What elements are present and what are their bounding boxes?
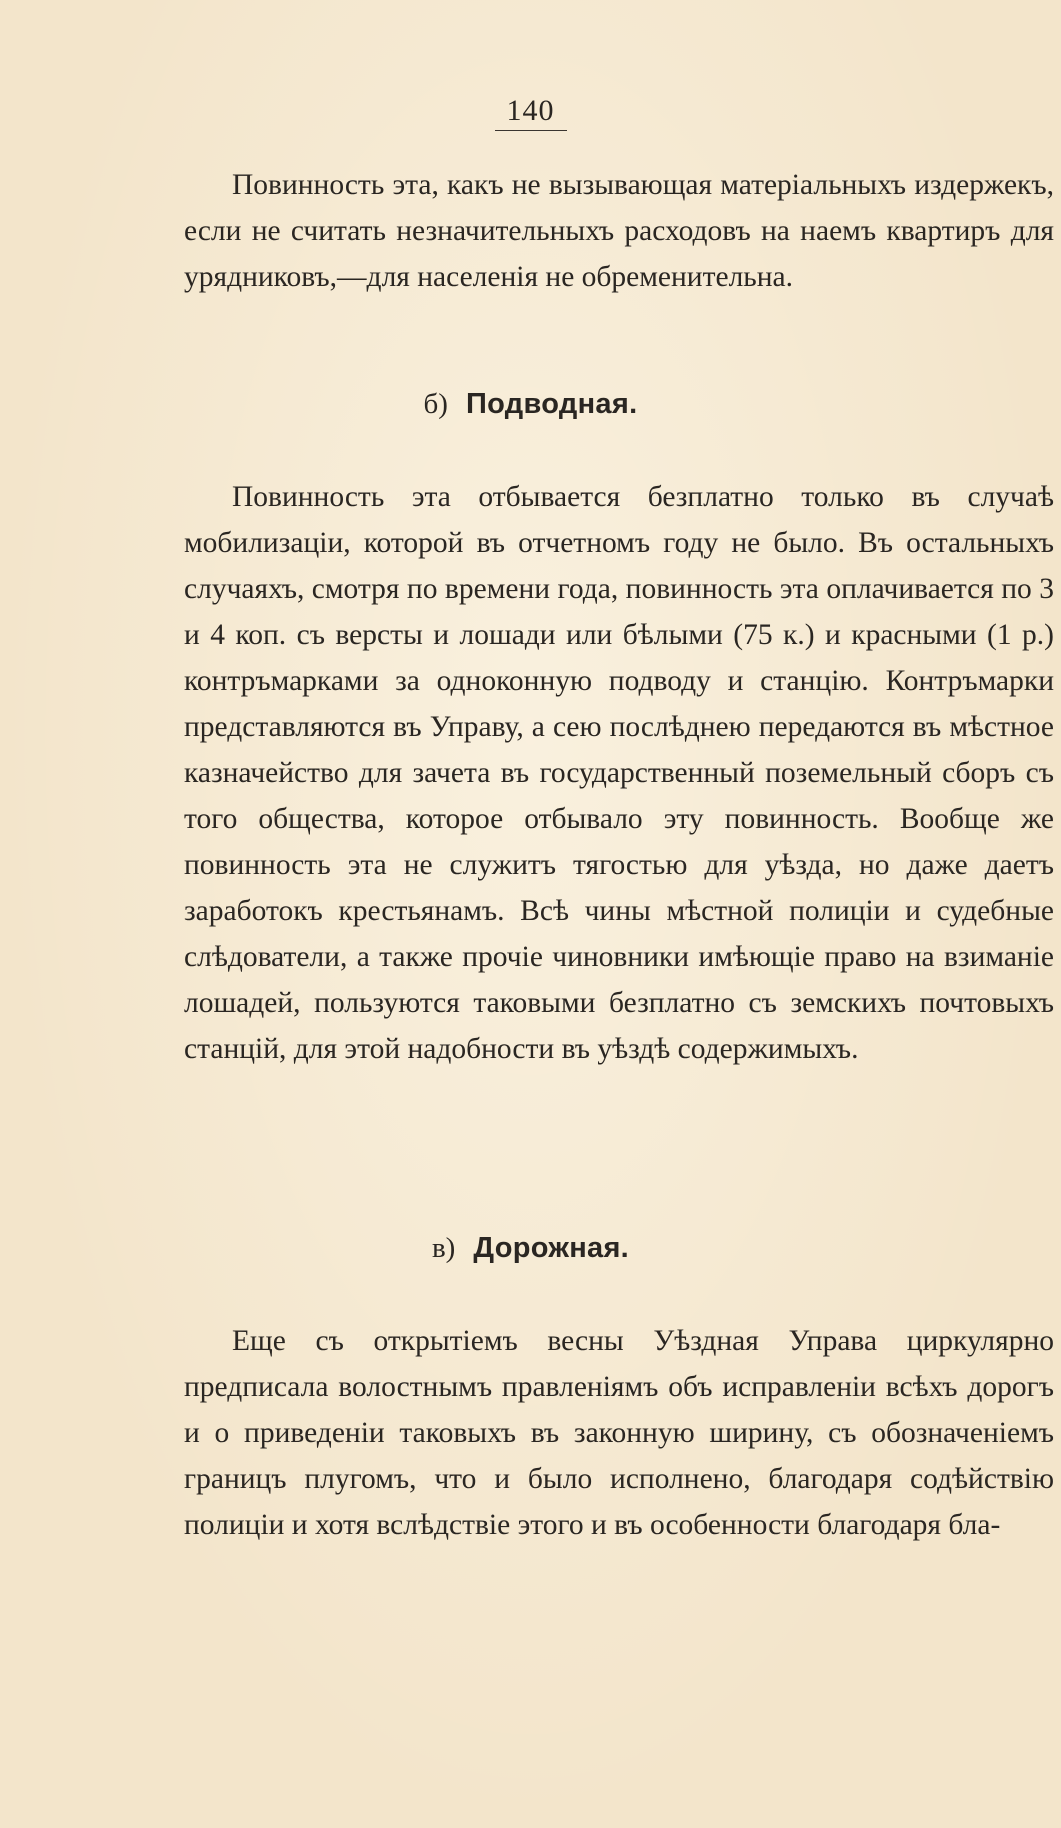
section-letter: б): [423, 388, 448, 420]
paragraph-text: Повинность эта отбывается безплатно только въ случаѣ мобилизаціи, которой въ отчетномъ году не было. Въ остальныхъ случаяхъ, смотря по времени года, повинность эта оплачивается по 3 и 4 коп. съ версты и лошади или бѣлыми (75 к.) и красными (1 р.) контръмарками за одноконную подводу и станцію. Контръмарки представляются въ Управу, а сею послѣднею передаются въ мѣстное казначейство для зачета въ государственный поземельный сборъ съ того общества, которое отбывало эту повинность. Вообще же повинность эта не служитъ тягостью для уѣзда, но даже даетъ заработокъ крестьянамъ. Всѣ чины мѣстной полиціи и судебные слѣдователи, а также прочіе чиновники имѣющіе право на взиманіе лошадей, пользуются таковыми безплатно съ земскихъ почтовыхъ станцій, для этой надобности въ уѣздѣ содержимыхъ.: [184, 481, 1054, 1065]
page-number: [0, 94, 1061, 131]
section-title: Подводная.: [466, 388, 638, 420]
section-heading-dorozhnaya: [0, 1232, 1061, 1265]
paragraph-text: Еще съ открытіемъ весны Уѣздная Управа циркулярно предписала волостнымъ правленіямъ объ исправленіи всѣхъ дорогъ и о приведеніи таковыхъ въ законную ширину, съ обозначеніемъ границъ плугомъ, что и было исполнено, благодаря содѣйствію полиціи и хотя вслѣдствіе этого и въ особенности благодаря бла-: [184, 1325, 1054, 1541]
paragraph-podvodnaya: [184, 474, 1054, 1072]
section-heading-podvodnaya: [0, 388, 1061, 421]
section-letter: в): [431, 1232, 456, 1264]
page-number-text: 140: [495, 94, 567, 131]
paragraph-intro: [184, 162, 1054, 300]
paragraph-text: Повинность эта, какъ не вызывающая матеріальныхъ издержекъ, если не считать незначительныхъ расходовъ на наемъ квартиръ для урядниковъ,—для населенія не обременительна.: [184, 169, 1054, 293]
paragraph-dorozhnaya: [184, 1318, 1054, 1548]
section-title: Дорожная.: [473, 1232, 630, 1264]
